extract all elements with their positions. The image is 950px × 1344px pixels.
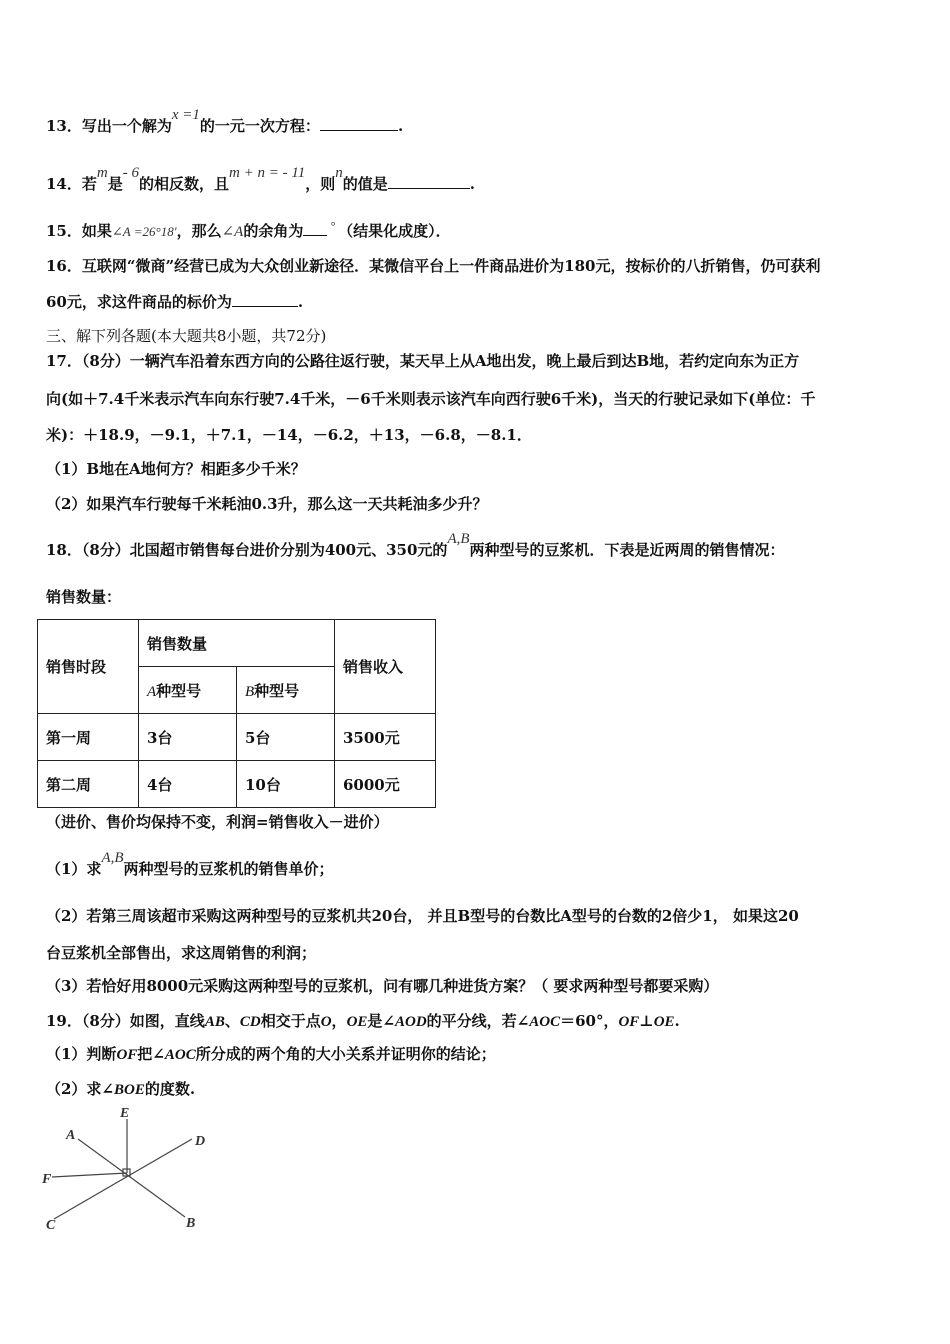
q14-end: . — [469, 175, 475, 193]
q19-sub2-boe: BOE — [114, 1082, 145, 1098]
question-13 — [46, 107, 404, 137]
question-18 — [46, 531, 785, 561]
q15-m2: ∠A — [221, 224, 244, 240]
q19-ab: AB — [204, 1014, 225, 1030]
section-three-heading: 三、解下列各题(本大题共8小题，共72分) — [46, 327, 327, 345]
cell-period: 第一周 — [38, 714, 139, 761]
question-16-line2 — [46, 292, 303, 312]
cell-type-b: 5台 — [237, 714, 335, 761]
q14-w2: 是 — [107, 175, 123, 193]
q13-suffix: 的一元一次方程： — [199, 117, 320, 135]
question-19-sub2 — [46, 1079, 195, 1100]
table-row — [38, 714, 436, 761]
q14-m2: - 6 — [122, 165, 139, 181]
type-a-label: 种型号 — [156, 681, 202, 700]
q14-w1: 若 — [81, 175, 97, 193]
label-c: C — [46, 1218, 56, 1233]
question-17-line1: 17．（8分）一辆汽车沿着东西方向的公路往返行驶，某天早上从A地出发，晚上最后到达B地，若约定向东为正方 — [46, 352, 800, 370]
q19-sub1-b: 把∠ — [137, 1045, 165, 1063]
q16-end: . — [297, 293, 304, 311]
q15-m1: ∠A =26°18′ — [111, 224, 177, 239]
q13-end: . — [397, 117, 404, 135]
cell-type-a: 3台 — [139, 714, 237, 761]
q15-degree: ° — [330, 219, 336, 233]
q18-suffix: 两种型号的豆浆机．下表是近两周的销售情况： — [469, 541, 785, 559]
label-b: B — [186, 1216, 196, 1231]
q19-sub1-of: OF — [116, 1047, 138, 1063]
q14-w3: 的相反数，且 — [139, 175, 230, 193]
question-18-sub2-line1: （2）若第三周该超市采购这两种型号的豆浆机共20台， 并且B型号的台数比A型号的台数的2倍少1， 如果这20 — [46, 907, 799, 925]
q15-answer-blank[interactable] — [303, 221, 327, 236]
q19-oe2: OE — [653, 1014, 675, 1030]
question-18-sub3: （3）若恰好用8000元采购这两种型号的豆浆机，问有哪几种进货方案？（ 要求两种型号都要采购） — [46, 977, 719, 995]
q18-sub1-math: A,B — [101, 850, 124, 866]
question-16-line1: 16．互联网“微商”经营已成为大众创业新途径．某微信平台上一件商品进价为180元，按标价的八折销售，仍可获利 — [46, 257, 821, 275]
q18-sub1-suffix: 两种型号的豆浆机的销售单价； — [123, 860, 334, 878]
question-19-sub1 — [46, 1044, 496, 1065]
q19-o: O — [320, 1014, 332, 1030]
q15-w2: ，那么 — [176, 222, 222, 240]
table-row — [38, 761, 436, 808]
question-18-sub2-line2: 台豆浆机全部售出，求这周销售的利润； — [46, 944, 317, 962]
table-caption: 销售数量： — [46, 588, 122, 606]
q14-w4: ，则 — [305, 175, 336, 193]
q19-sub2-a: （2）求∠ — [46, 1080, 115, 1098]
q19-sub1-aoc: AOC — [164, 1047, 196, 1063]
question-14 — [46, 165, 475, 195]
header-sales-income: 销售收入 — [335, 620, 436, 714]
label-f: F — [42, 1172, 52, 1187]
cell-type-a: 4台 — [139, 761, 237, 808]
q19-oe: OE — [346, 1014, 368, 1030]
header-sales-quantity: 销售数量 — [139, 620, 335, 667]
table-note: （进价、售价均保持不变，利润=销售收入－进价） — [46, 813, 389, 831]
header-sales-period: 销售时段 — [38, 620, 139, 714]
q19-text-g: ＝60°， — [560, 1012, 619, 1030]
question-17-line3: 米)：＋18.9，－9.1，＋7.1，－14，－6.2，＋13，－6.8，－8.1． — [46, 426, 532, 444]
q14-m1: m — [96, 165, 108, 181]
q19-of: OF — [618, 1014, 640, 1030]
question-17-sub1: （1）B地在A地何方？相距多少千米？ — [46, 460, 306, 478]
q18-sub1-prefix: （1）求 — [46, 860, 102, 878]
q18-prefix: 18．（8分）北国超市销售每台进价分别为400元、350元的 — [46, 541, 448, 559]
type-a-math: A — [147, 683, 157, 700]
question-15 — [46, 221, 451, 242]
q15-number: 15． — [46, 222, 82, 240]
q19-aod: AOD — [394, 1014, 427, 1030]
label-e: E — [120, 1106, 130, 1121]
q19-text-d: ， — [331, 1012, 347, 1030]
q13-prefix: 写出一个解为 — [81, 117, 172, 135]
q16-answer-blank[interactable] — [232, 292, 298, 307]
q19-cd: CD — [239, 1014, 261, 1030]
q13-math: x =1 — [171, 107, 200, 123]
type-b-math: B — [245, 683, 255, 700]
ray-of — [52, 1173, 127, 1177]
label-d: D — [195, 1134, 206, 1149]
label-a: A — [66, 1128, 76, 1143]
q13-answer-blank[interactable] — [320, 116, 398, 131]
q14-answer-blank[interactable] — [388, 174, 470, 189]
q18-math: A,B — [447, 531, 470, 547]
q19-text-e: 是∠ — [367, 1012, 395, 1030]
question-18-sub1 — [46, 850, 334, 880]
q19-sub2-b: 的度数. — [144, 1080, 196, 1098]
question-17-sub2: （2）如果汽车行驶每千米耗油0.3升，那么这一天共耗油多少升？ — [46, 495, 488, 513]
q19-sub1-a: （1）判断 — [46, 1045, 117, 1063]
line-ab — [78, 1139, 185, 1217]
question-17-line2: 向(如＋7.4千米表示汽车向东行驶7.4千米，－6千米则表示该汽车向西行驶6千米)，当天的行驶记录如下(单位：千 — [46, 390, 816, 408]
cell-income: 3500元 — [335, 714, 436, 761]
type-b-label: 种型号 — [254, 681, 300, 700]
q19-text-b: 、 — [224, 1012, 240, 1030]
q15-w3: 的余角为 — [243, 222, 304, 240]
q19-sub1-c: 所分成的两个角的大小关系并证明你的结论； — [195, 1045, 496, 1063]
q19-text-f: 的平分线，若∠ — [426, 1012, 530, 1030]
header-type-a — [139, 667, 237, 714]
cell-type-b: 10台 — [237, 761, 335, 808]
q19-text-i: . — [674, 1012, 680, 1030]
q19-aoc: AOC — [529, 1014, 561, 1030]
question-19 — [46, 1011, 680, 1032]
cell-income: 6000元 — [335, 761, 436, 808]
q19-text-a: 19．（8分）如图，直线 — [46, 1012, 205, 1030]
q14-m3: m + n = - 11 — [229, 165, 306, 181]
geometry-figure — [40, 1105, 220, 1235]
cell-period: 第二周 — [38, 761, 139, 808]
q15-w1: 如果 — [81, 222, 112, 240]
q19-text-c: 相交于点 — [260, 1012, 321, 1030]
q13-number: 13． — [46, 117, 82, 135]
sales-table — [37, 619, 436, 808]
q19-text-h: ⊥ — [639, 1012, 654, 1030]
q14-number: 14． — [46, 175, 82, 193]
q14-m4: n — [335, 165, 343, 181]
q14-w5: 的值是 — [342, 175, 388, 193]
header-type-b — [237, 667, 335, 714]
q16-line2-prefix: 60元，求这件商品的标价为 — [46, 293, 232, 311]
q15-w4: （结果化成度）． — [338, 222, 451, 240]
